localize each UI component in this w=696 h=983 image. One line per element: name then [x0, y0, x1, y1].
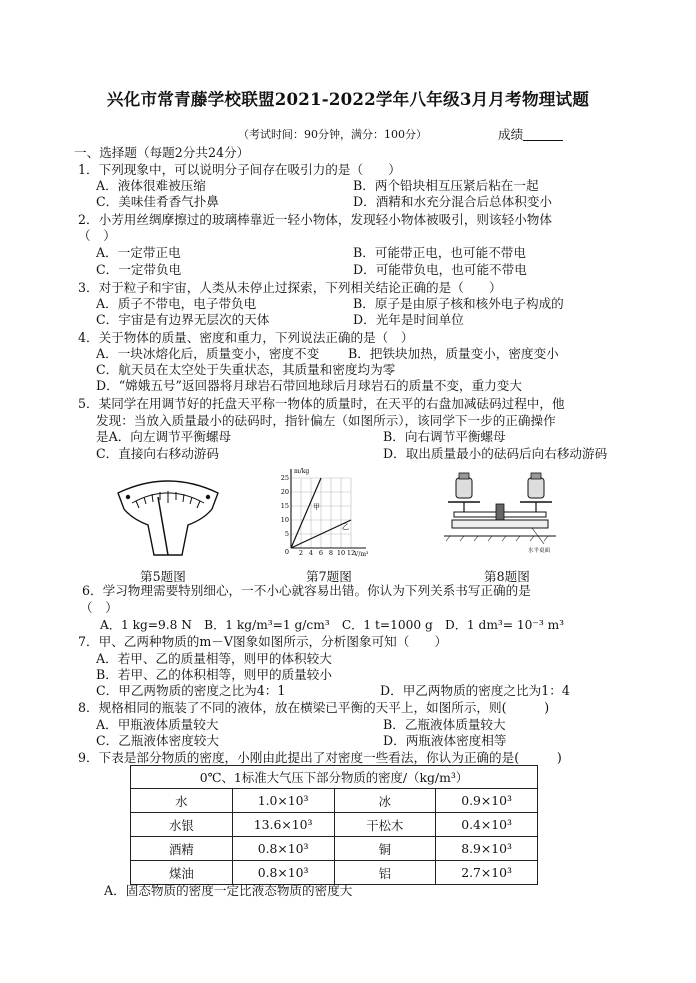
- q2-option-a: A．一定带正电: [96, 245, 181, 260]
- table-row: [131, 813, 538, 837]
- q1-option-c: C．美味佳肴香气扑鼻: [96, 194, 219, 209]
- q1-stem: 1．下列现象中，可以说明分子间存在吸引力的是（ ）: [78, 162, 401, 177]
- section-heading: 一、选择题（每题2分共24分）: [74, 145, 250, 160]
- graph-xtick: 6: [318, 549, 324, 557]
- score-field: [498, 124, 563, 143]
- q3-stem: 3．对于粒子和宇宙，人类从未停止过探索，下列相关结论正确的是（ ）: [78, 280, 502, 295]
- q3-option-d: D．光年是时间单位: [353, 312, 464, 327]
- q2-paren: （ ）: [78, 228, 116, 243]
- graph-ytick: 25: [280, 474, 289, 482]
- table-cell: 水: [131, 789, 233, 813]
- q4-option-b: B．把铁块加热，质量变小，密度变小: [348, 346, 559, 361]
- fig5-caption: 第5题图: [140, 569, 186, 584]
- q7-option-d: D．甲乙两物质的密度之比为1：4: [380, 683, 570, 698]
- table-label: 水平桌面: [528, 548, 551, 554]
- q8-option-d: D．两瓶液体密度相等: [383, 733, 507, 748]
- graph-xtick: 10: [336, 549, 346, 557]
- graph-ytick: 10: [280, 516, 289, 524]
- graph-ytick: 0: [284, 548, 289, 556]
- q3-option-b: B．原子是由原子核和核外电子构成的: [353, 296, 564, 311]
- bottle-balance-figure: [444, 470, 556, 556]
- density-table-caption: 0℃、1标准大气压下部分物质的密度/（kg/m³）: [131, 766, 538, 789]
- q9-stem: 9．下表是部分物质的密度，小刚由此提出了对密度一些看法，你认为正确的是( ): [78, 750, 562, 765]
- q1-option-d: D．酒精和水充分混合后总体积变小: [353, 194, 553, 209]
- q4-option-c: C．航天员在太空处于失重状态，其质量和密度均为零: [96, 362, 396, 377]
- graph-xtick: 2: [298, 549, 304, 557]
- table-cell: 2.7×10³: [436, 861, 538, 885]
- graph-xtick: 12: [346, 549, 356, 557]
- table-cell: 煤油: [131, 861, 233, 885]
- q3-option-a: A．质子不带电，电子带负电: [96, 296, 257, 311]
- graph-xlabel: V/m³: [354, 551, 369, 557]
- table-cell: 1.0×10³: [232, 789, 334, 813]
- exam-info: （考试时间：90分钟，满分：100分）: [238, 128, 427, 141]
- table-cell: 8.9×10³: [436, 837, 538, 861]
- table-cell: 冰: [334, 789, 436, 813]
- q2-option-c: C．一定带负电: [96, 262, 182, 277]
- q5-stem-line2: 发现：当放入质量最小的砝码时，指针偏左（如图所示），该同学下一步的正确操作: [96, 413, 556, 428]
- q2-option-d: D．可能带负电，也可能不带电: [353, 262, 527, 277]
- q8-option-a: A．甲瓶液体质量较大: [96, 717, 219, 732]
- mv-graph-figure: [276, 465, 374, 557]
- table-cell: 酒精: [131, 837, 233, 861]
- q5-stem-end: 是: [96, 429, 109, 444]
- graph-xtick: 4: [308, 549, 314, 557]
- q4-option-d: D．“嫦娥五号”返回器将月球岩石带回地球后月球岩石的质量不变，重力变大: [96, 378, 522, 393]
- q4-stem: 4．关于物体的质量、密度和重力，下列说法正确的是（ ）: [78, 330, 414, 345]
- q6-stem: 6．学习物理需要特别细心，一不小心就容易出错。你认为下列关系书写正确的是: [82, 583, 531, 598]
- q5-option-d: D．取出质量最小的砝码后向右移动游码: [383, 446, 608, 461]
- q8-stem: 8．规格相同的瓶装了不同的液体，放在横梁已平衡的天平上，如图所示，则( ): [78, 700, 550, 715]
- score-blank: [523, 128, 563, 141]
- q7-option-c: C．甲乙两物质的密度之比为4：1: [96, 683, 286, 698]
- q2-option-b: B．可能带正电，也可能不带电: [353, 245, 526, 260]
- fig8-caption: 第8题图: [484, 569, 530, 584]
- q1-option-b: B．两个铅块相互压紧后粘在一起: [353, 178, 539, 193]
- q5-option-c: C．直接向右移动游码: [96, 446, 219, 461]
- table-cell: 0.9×10³: [436, 789, 538, 813]
- graph-series-yi: 乙: [342, 523, 349, 531]
- q4-option-a: A．一块冰熔化后，质量变小，密度不变: [96, 346, 320, 361]
- table-cell: 0.8×10³: [232, 837, 334, 861]
- table-cell: 干松木: [334, 813, 436, 837]
- q5-option-b: B．向右调节平衡螺母: [383, 429, 506, 444]
- density-table: [130, 765, 538, 885]
- q5-option-a-line: [96, 429, 231, 445]
- q7-stem: 7．甲、乙两种物质的m－V图象如图所示，分析图象可知（ ）: [78, 634, 448, 649]
- balance-scale-figure: [112, 475, 224, 565]
- table-row: [131, 837, 538, 861]
- q3-option-c: C．宇宙是有边界无层次的天体: [96, 312, 270, 327]
- table-cell: 0.4×10³: [436, 813, 538, 837]
- table-cell: 0.8×10³: [232, 861, 334, 885]
- q7-option-a: A．若甲、乙的质量相等，则甲的体积较大: [96, 651, 332, 666]
- graph-series-jia: 甲: [313, 503, 320, 511]
- q8-option-c: C．乙瓶液体密度较大: [96, 733, 219, 748]
- q5-stem-line1: 5．某同学在用调节好的托盘天平称一物体的质量时，在天平的右盘加减砝码过程中，他: [78, 396, 565, 411]
- table-cell: 水银: [131, 813, 233, 837]
- graph-ytick: 15: [280, 502, 289, 510]
- q1-option-a: A．液体很难被压缩: [96, 178, 206, 193]
- graph-ytick: 20: [280, 488, 289, 496]
- fig7-caption: 第7题图: [306, 569, 352, 584]
- table-cell: 铝: [334, 861, 436, 885]
- q6-paren: （ ）: [80, 600, 118, 615]
- table-cell: 铜: [334, 837, 436, 861]
- table-cell: 13.6×10³: [232, 813, 334, 837]
- q6-options: A．1 kg=9.8 N B．1 kg/m³=1 g/cm³ C．1 t=1000 g D．1 dm³= 10⁻³ m³: [100, 618, 565, 632]
- q2-stem: 2．小芳用丝绸摩擦过的玻璃棒靠近一轻小物体，发现轻小物体被吸引，则该轻小物体: [78, 212, 552, 227]
- q5-option-a: A．向左调节平衡螺母: [108, 429, 232, 444]
- score-label: 成绩: [498, 127, 524, 142]
- table-row: [131, 861, 538, 885]
- exam-title: 兴化市常青藤学校联盟2021-2022学年八年级3月月考物理试题: [106, 89, 590, 109]
- q8-option-b: B．乙瓶液体质量较大: [383, 717, 506, 732]
- table-row: [131, 789, 538, 813]
- q9-option-a: A．固态物质的密度一定比液态物质的密度大: [104, 883, 353, 898]
- graph-ylabel: m/kg: [294, 468, 310, 475]
- graph-xtick: 8: [328, 549, 334, 557]
- q7-option-b: B．若甲、乙的体积相等，则甲的质量较小: [96, 667, 332, 682]
- graph-ytick: 5: [284, 530, 289, 538]
